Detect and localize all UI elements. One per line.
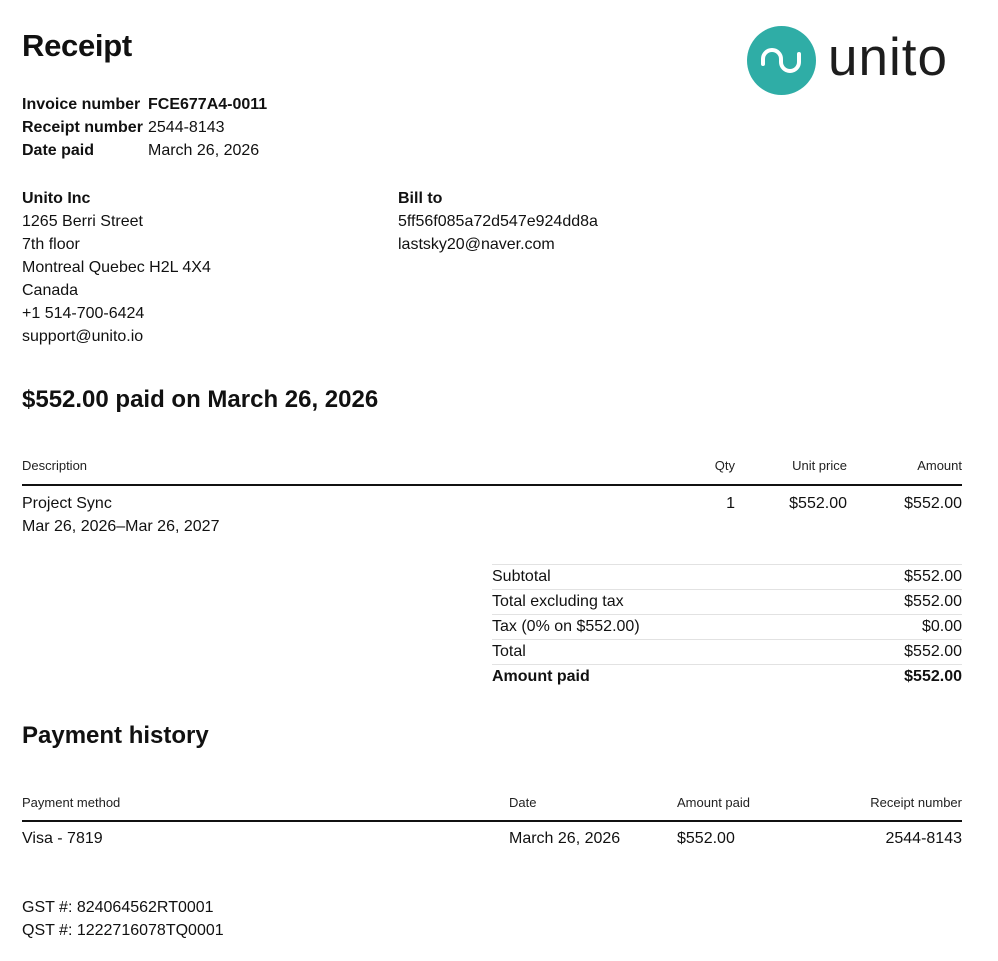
col-header-receipt-number: Receipt number xyxy=(870,795,962,810)
total-excluding-tax-label: Total excluding tax xyxy=(492,593,624,610)
payment-date-value: March 26, 2026 xyxy=(509,830,621,847)
receipt-number-label: Receipt number xyxy=(22,119,143,136)
item-amount: $552.00 xyxy=(904,495,962,512)
date-paid-value: March 26, 2026 xyxy=(148,142,260,159)
seller-street: 1265 Berri Street xyxy=(22,213,143,230)
qst-number: QST #: 1222716078TQ0001 xyxy=(22,922,224,939)
bill-to-email: lastsky20@naver.com xyxy=(398,236,555,253)
payment-header-divider xyxy=(22,820,962,822)
unito-logo xyxy=(747,26,967,96)
col-header-unit-price: Unit price xyxy=(792,458,847,473)
seller-address xyxy=(22,187,211,348)
receipt-meta xyxy=(22,93,267,162)
subtotal-value: $552.00 xyxy=(904,568,962,585)
tax-ids xyxy=(22,896,224,942)
unito-logo-mark-icon xyxy=(747,26,816,95)
invoice-number-row xyxy=(22,93,267,116)
total-value: $552.00 xyxy=(904,643,962,660)
amount-paid-value: $552.00 xyxy=(904,668,962,685)
total-excluding-tax-row xyxy=(492,590,962,615)
payment-method-value: Visa - 7819 xyxy=(22,830,103,847)
seller-email: support@unito.io xyxy=(22,328,144,345)
col-header-description: Description xyxy=(22,458,88,473)
seller-name: Unito Inc xyxy=(22,190,91,207)
col-header-amount: Amount xyxy=(917,458,962,473)
col-header-amount-paid: Amount paid xyxy=(677,795,750,810)
bill-to-heading: Bill to xyxy=(398,190,443,207)
col-header-qty: Qty xyxy=(714,458,735,473)
unito-logo-wordmark: unito xyxy=(828,28,948,87)
col-header-payment-method: Payment method xyxy=(22,795,121,810)
item-description: Project Sync xyxy=(22,495,112,512)
seller-city: Montreal Quebec H2L 4X4 xyxy=(22,259,211,276)
invoice-number-value: FCE677A4-0011 xyxy=(148,96,268,113)
payment-receipt-number-value: 2544-8143 xyxy=(885,830,962,847)
subtotal-row xyxy=(492,564,962,590)
tax-value: $0.00 xyxy=(921,618,962,635)
payment-amount-value: $552.00 xyxy=(677,830,735,847)
item-unit-price: $552.00 xyxy=(789,495,847,512)
total-excluding-tax-value: $552.00 xyxy=(904,593,962,610)
bill-to xyxy=(398,187,598,256)
invoice-number-label: Invoice number xyxy=(22,96,141,113)
page-title: Receipt xyxy=(22,28,132,63)
subtotal-label: Subtotal xyxy=(492,568,551,585)
tax-label: Tax (0% on $552.00) xyxy=(492,618,640,635)
paid-summary-heading: $552.00 paid on March 26, 2026 xyxy=(22,386,379,413)
date-paid-row xyxy=(22,139,267,162)
amount-paid-label: Amount paid xyxy=(492,668,590,685)
item-qty: 1 xyxy=(726,495,735,512)
amount-paid-row xyxy=(492,665,962,689)
items-header-divider xyxy=(22,484,962,486)
date-paid-label: Date paid xyxy=(22,142,95,159)
total-row xyxy=(492,640,962,665)
payment-history-heading: Payment history xyxy=(22,722,209,749)
tax-row xyxy=(492,615,962,640)
total-label: Total xyxy=(492,643,526,660)
col-header-date: Date xyxy=(509,795,537,810)
seller-country: Canada xyxy=(22,282,79,299)
seller-floor: 7th floor xyxy=(22,236,80,253)
totals-summary xyxy=(492,564,962,689)
bill-to-customer-id: 5ff56f085a72d547e924dd8a xyxy=(398,213,598,230)
receipt-number-value: 2544-8143 xyxy=(148,119,225,136)
item-period: Mar 26, 2026–Mar 26, 2027 xyxy=(22,518,220,535)
seller-phone: +1 514-700-6424 xyxy=(22,305,145,322)
gst-number: GST #: 824064562RT0001 xyxy=(22,899,214,916)
receipt-number-row xyxy=(22,116,267,139)
